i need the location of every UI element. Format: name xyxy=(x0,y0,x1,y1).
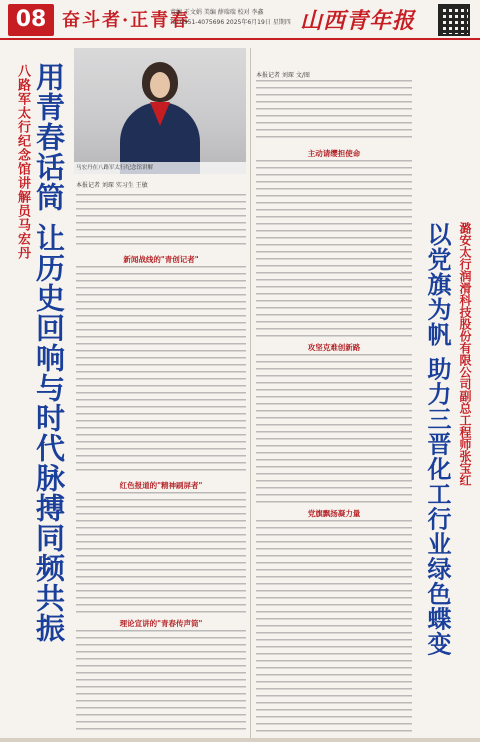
left-body-3 xyxy=(76,630,246,734)
column-divider xyxy=(250,48,251,738)
portrait-photo xyxy=(74,48,246,174)
right-subhead-3: 党旗飘扬凝力量 xyxy=(307,509,361,518)
contact-date-info: Tel:0351-4075696 2025年6月19日 星期四 xyxy=(170,19,291,26)
photo-caption: 马宏丹在八路军太行纪念馆讲解 xyxy=(76,165,154,171)
left-subhead-3: 理论宣讲的"青春传声筒" xyxy=(119,619,203,628)
left-subhead-1: 新闻战线的"青创记者" xyxy=(123,255,199,264)
editor-info: 责编 王文娟 美编 薛瑞瑞 校对 李鑫 xyxy=(170,9,264,16)
left-story-subtitle: 八路军太行纪念馆讲解员马宏丹 xyxy=(15,64,30,260)
left-body-2 xyxy=(76,492,246,614)
left-body-1 xyxy=(76,266,246,476)
page-number: 08 xyxy=(8,4,54,36)
right-subhead-2: 攻坚克难创新路 xyxy=(307,343,361,352)
right-story-title: 以党旗为帆 助力三晋化工行业绿色蝶变 xyxy=(423,222,451,657)
right-body-2 xyxy=(256,354,412,504)
section-title: 奋斗者·正青春 xyxy=(62,10,191,31)
masthead-logo: 山西青年报 xyxy=(300,8,416,34)
left-subhead-2: 红色报道的"精神刷屏者" xyxy=(119,481,203,490)
left-byline: 本报记者 刘琛 实习生 王敏 xyxy=(76,182,148,189)
footer-rule xyxy=(0,738,480,742)
page-header xyxy=(0,0,480,40)
left-intro-text xyxy=(76,194,246,250)
left-story-title: 用青春话筒 让历史回响与时代脉搏同频共振 xyxy=(32,62,66,644)
right-body-3 xyxy=(256,520,412,734)
right-intro-text xyxy=(256,80,412,142)
right-subhead-1: 主动请缨担使命 xyxy=(307,149,361,158)
qr-code-icon xyxy=(438,4,470,36)
right-story-subtitle: 潞安太行润滑科技股份有限公司副总工程师张宝红 xyxy=(458,222,472,486)
right-byline: 本报记者 刘琛 文/图 xyxy=(256,72,310,79)
right-body-1 xyxy=(256,160,412,338)
